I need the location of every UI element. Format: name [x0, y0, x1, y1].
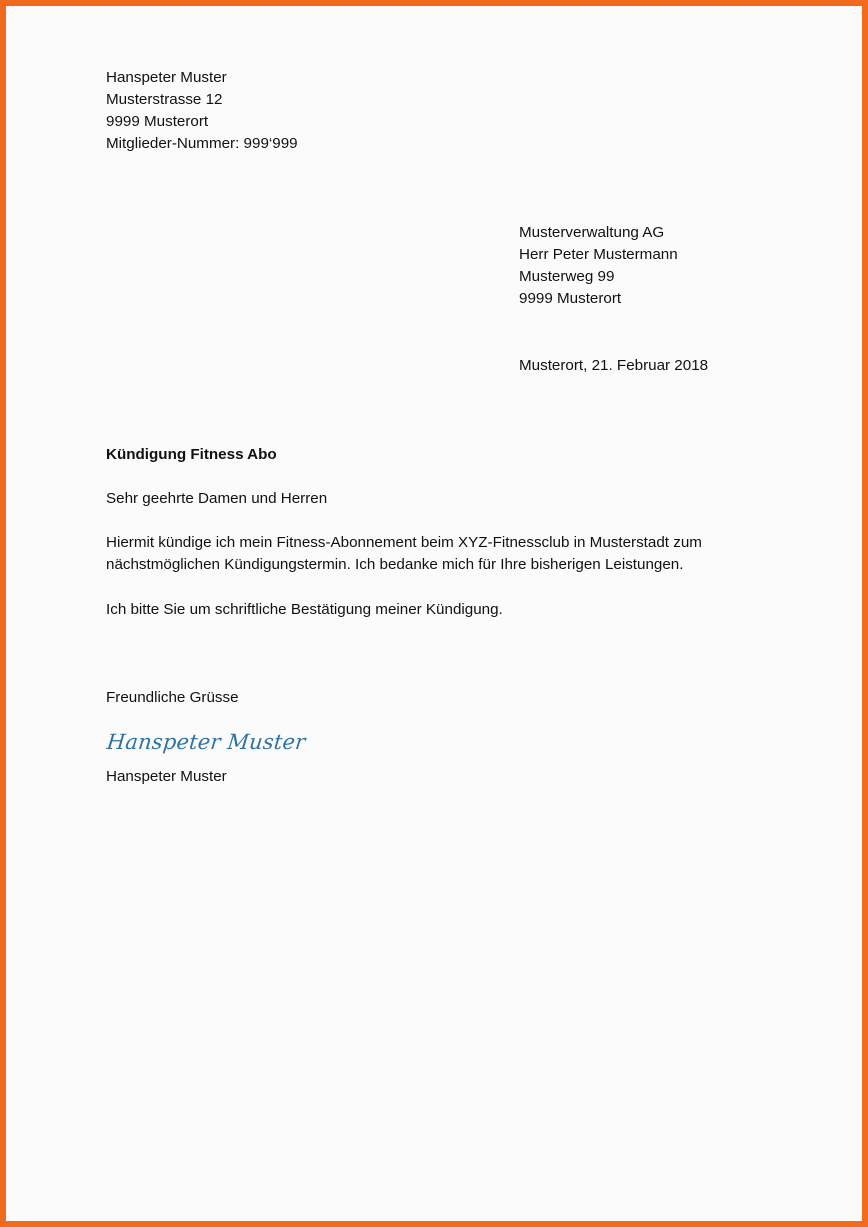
body-line: nächstmöglichen Kündigungstermin. Ich bedanke mich für Ihre bisherigen Leistungen. — [106, 556, 684, 573]
letter-date: Musterort, 21. Februar 2018 — [519, 357, 709, 374]
letter-body-request: Ich bitte Sie um schriftliche Bestätigung meiner Kündigung. — [106, 601, 503, 618]
sender-member-number: Mitglieder-Nummer: 999‘999 — [106, 135, 298, 152]
letter-closing: Freundliche Grüsse — [106, 689, 239, 706]
letter-body-paragraph — [106, 532, 702, 576]
letter-salutation: Sehr geehrte Damen und Herren — [106, 490, 328, 507]
letter-subject: Kündigung Fitness Abo — [106, 446, 277, 463]
recipient-city: 9999 Musterort — [519, 290, 622, 307]
sender-address-block — [106, 67, 298, 155]
sender-street: Musterstrasse 12 — [106, 91, 223, 108]
recipient-company: Musterverwaltung AG — [519, 224, 665, 241]
sender-city: 9999 Musterort — [106, 113, 209, 130]
sender-name: Hanspeter Muster — [106, 69, 227, 86]
body-line: Hiermit kündige ich mein Fitness-Abonnement beim XYZ-Fitnessclub in Musterstadt zum — [106, 534, 702, 551]
recipient-person: Herr Peter Mustermann — [519, 246, 678, 263]
recipient-address-block — [519, 222, 678, 310]
recipient-street: Musterweg 99 — [519, 268, 615, 285]
signer-name: Hanspeter Muster — [106, 768, 227, 785]
handwritten-signature: Hanspeter Muster — [105, 730, 307, 754]
